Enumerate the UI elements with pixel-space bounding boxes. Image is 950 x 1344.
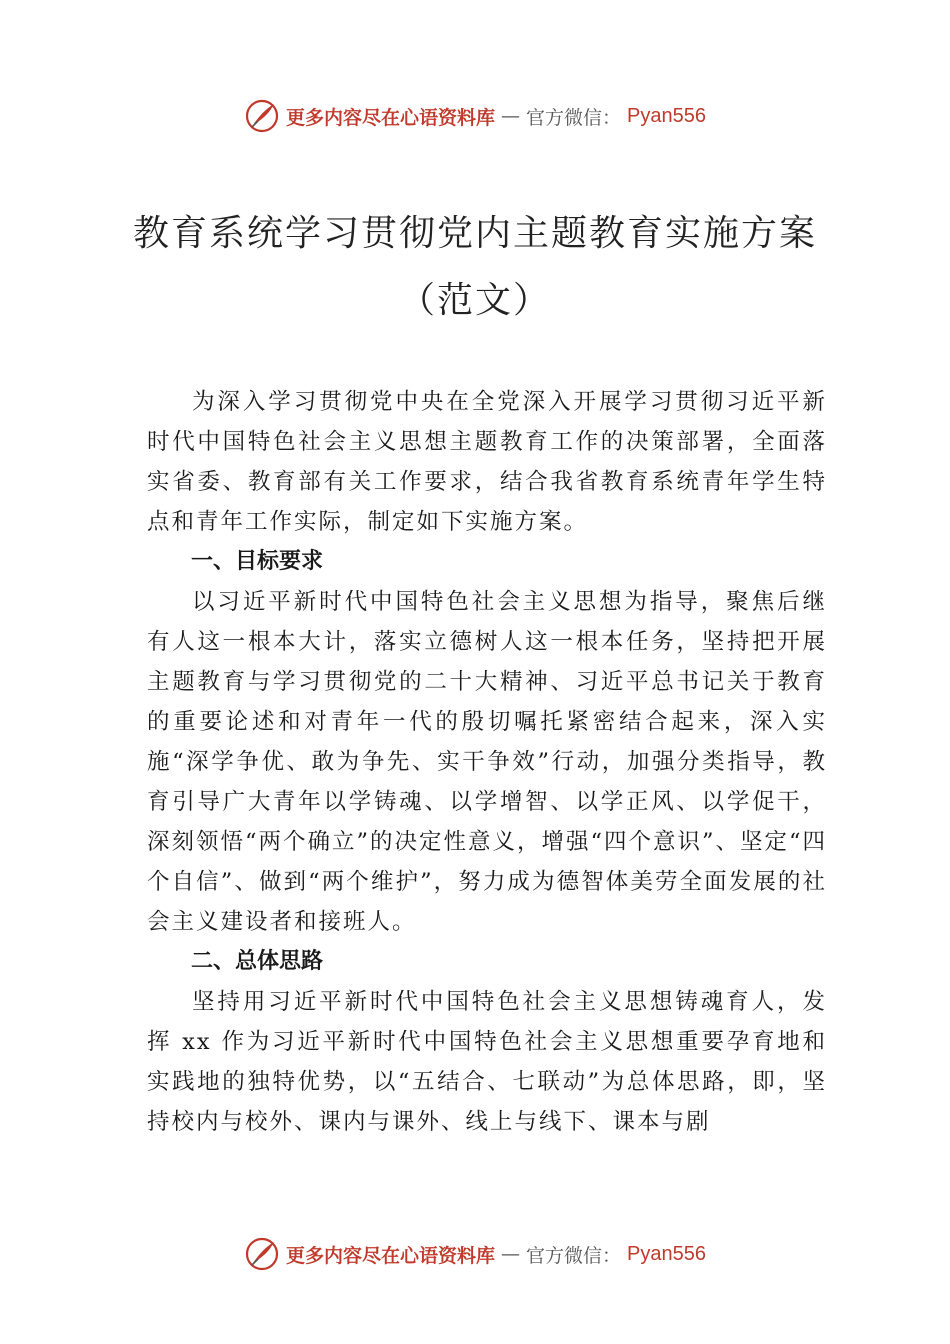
document-subtitle: （范文） [398, 280, 551, 321]
watermark-header [0, 96, 950, 136]
watermark-site-name: 更多内容尽在心语资料库 [286, 106, 496, 129]
watermark-separator: — [501, 1243, 521, 1265]
watermark-separator: — [501, 105, 521, 127]
watermark-label: 官方微信： [526, 1244, 622, 1267]
watermark-footer [0, 1234, 950, 1274]
document-title: 教育系统学习贯彻党内主题教育实施方案 [132, 213, 817, 254]
watermark-site-name: 更多内容尽在心语资料库 [286, 1244, 496, 1267]
section2-heading: 二、总体思路 [191, 949, 324, 974]
quill-logo-icon [244, 98, 280, 134]
section1-heading: 一、目标要求 [191, 549, 324, 574]
watermark-wechat-id: Pyan556 [627, 1242, 706, 1265]
section1-paragraph: 以习近平新时代中国特色社会主义思想为指导，聚焦后继有人这一根本大计，落实立德树人这一根本任务，坚持把开展主题教育与学习贯彻党的二十大精神、习近平总书记关于教育的重要论述和对青年一代的殷切嘱托紧密结合起来，深入实施“深学争优、敢为争先、实干争效”行动，加强分类指导，教育引导广大青年以学铸魂、以学增智、以学正风、以学促干，深刻领悟“两个确立”的决定性意义，增强“四个意识”、坚定“四个自信”、做到“两个维护”，努力成为德智体美劳全面发展的社会主义建设者和接班人。 [147, 589, 828, 935]
quill-logo-icon [244, 1236, 280, 1272]
section2-paragraph: 坚持用习近平新时代中国特色社会主义思想铸魂育人，发挥 xx 作为习近平新时代中国特色社会主义思想重要孕育地和实践地的独特优势，以“五结合、七联动”为总体思路，即，坚持校内与校外、课内与课外、线上与线下、课本与剧 [147, 989, 827, 1135]
intro-paragraph: 为深入学习贯彻党中央在全党深入开展学习贯彻习近平新时代中国特色社会主义思想主题教育工作的决策部署，全面落实省委、教育部有关工作要求，结合我省教育系统青年学生特点和青年工作实际，制定如下实施方案。 [147, 389, 827, 535]
document-body [147, 382, 827, 1142]
watermark-label: 官方微信： [526, 106, 622, 129]
watermark-wechat-id: Pyan556 [627, 104, 706, 127]
